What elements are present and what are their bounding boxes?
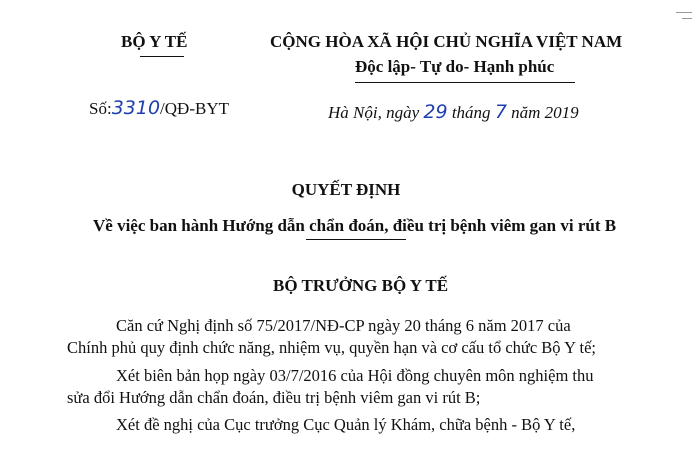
document-date (328, 101, 579, 123)
paragraph-3-line-1: Xét đề nghị của Cục trưởng Cục Quản lý Khám, chữa bệnh - Bộ Y tế, (116, 415, 576, 434)
date-year: năm 2019 (511, 103, 579, 122)
number-handwritten: 3310 (111, 97, 161, 119)
authority-title: BỘ TRƯỞNG BỘ Y TẾ (273, 276, 449, 295)
decision-heading: QUYẾT ĐỊNH (291, 180, 401, 199)
ministry-name: BỘ Y TẾ (121, 32, 188, 51)
nation-title: CỘNG HÒA XÃ HỘI CHỦ NGHĨA VIỆT NAM (270, 32, 623, 51)
date-day-handwritten: 29 (423, 101, 448, 123)
decision-subject: Về việc ban hành Hướng dẫn chẩn đoán, điều trị bệnh viêm gan vi rút B (93, 216, 617, 235)
paragraph-1-line-1: Căn cứ Nghị định số 75/2017/NĐ-CP ngày 20 tháng 6 năm 2017 của (116, 316, 571, 335)
number-prefix: Số: (89, 99, 112, 118)
number-suffix: /QĐ-BYT (160, 99, 229, 118)
date-prefix: Hà Nội, ngày (328, 103, 420, 122)
date-month-label: tháng (451, 103, 491, 122)
ministry-underline (140, 56, 184, 57)
national-motto: Độc lập- Tự do- Hạnh phúc (355, 57, 555, 76)
paragraph-2-line-2: sửa đổi Hướng dẫn chẩn đoán, điều trị bệnh viêm gan vi rút B; (67, 388, 481, 407)
date-month-handwritten: 7 (494, 101, 507, 123)
motto-underline (355, 82, 575, 83)
subject-underline (306, 239, 406, 240)
document-number (89, 97, 229, 119)
paragraph-1-line-2: Chính phủ quy định chức năng, nhiệm vụ, quyền hạn và cơ cấu tổ chức Bộ Y tế; (67, 338, 596, 357)
paragraph-2-line-1: Xét biên bản họp ngày 03/7/2016 của Hội đồng chuyên môn nghiệm thu (116, 366, 594, 385)
